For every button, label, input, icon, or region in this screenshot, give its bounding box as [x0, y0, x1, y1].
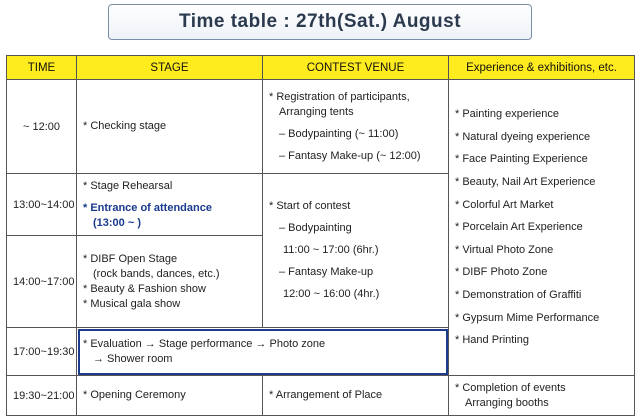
table-row	[7, 376, 635, 416]
experience-item: * Demonstration of Graffiti	[455, 288, 582, 301]
time-cell: 14:00~17:00	[7, 236, 77, 328]
contest-cell	[263, 80, 449, 174]
experience-item: * Completion of events	[455, 381, 566, 394]
stage-item: * Entrance of attendance	[83, 201, 212, 214]
stage-item: (13:00 ~ )	[93, 216, 141, 229]
experience-item: * Natural dyeing experience	[455, 130, 591, 143]
stage-cell	[77, 236, 263, 328]
contest-item: * Arrangement of Place	[269, 389, 383, 401]
contest-cell	[263, 376, 449, 416]
stage-cell	[77, 376, 263, 416]
contest-item: 11:00 ~ 17:00 (6hr.)	[283, 244, 379, 256]
experience-item: * Porcelain Art Experience	[455, 221, 583, 234]
contest-item: – Bodypainting	[279, 222, 352, 234]
header-contest: CONTEST VENUE	[263, 56, 449, 80]
stage-item: * DIBF Open Stage	[83, 252, 178, 265]
stage-item: (rock bands, dances, etc.)	[93, 267, 220, 280]
stage-item: * Musical gala show	[83, 297, 181, 310]
table-row	[7, 80, 635, 174]
experience-item: * Hand Printing	[455, 334, 529, 347]
header-experience: Experience & exhibitions, etc.	[449, 56, 635, 80]
header-row	[7, 56, 635, 80]
page-title: Time table : 27th(Sat.) August	[178, 11, 462, 32]
experience-item: * Colorful Art Market	[455, 198, 554, 211]
contest-item: Arranging tents	[279, 105, 354, 118]
experience-item: Arranging booths	[465, 396, 549, 409]
stage-item: * Checking stage	[83, 120, 167, 132]
header-stage: STAGE	[77, 56, 263, 80]
time-cell: 17:00~19:30	[7, 328, 77, 376]
experience-item: * Virtual Photo Zone	[455, 243, 554, 256]
header-time: TIME	[7, 56, 77, 80]
time-cell: 19:30~21:00	[7, 376, 77, 416]
contest-cell	[263, 174, 449, 328]
experience-item: * Face Painting Experience	[455, 153, 588, 166]
experience-item: * DIBF Photo Zone	[455, 266, 548, 279]
contest-item: – Fantasy Make-up (~ 12:00)	[279, 149, 421, 162]
experience-item: * Painting experience	[455, 108, 559, 121]
timetable	[6, 55, 635, 416]
experience-cell	[449, 376, 635, 416]
evaluation-line: → Shower room	[93, 352, 173, 365]
contest-item: 12:00 ~ 16:00 (4hr.)	[283, 288, 380, 300]
experience-item: * Gypsum Mime Performance	[455, 311, 600, 324]
evaluation-cell	[77, 328, 449, 376]
evaluation-line: * Evaluation → Stage performance → Photo zone	[83, 337, 326, 350]
stage-item: * Opening Ceremony	[83, 389, 186, 401]
contest-item: * Registration of participants,	[269, 90, 410, 103]
time-cell: ~ 12:00	[7, 80, 77, 174]
experience-item: * Beauty, Nail Art Experience	[455, 176, 596, 189]
experience-cell	[449, 80, 635, 376]
contest-item: – Bodypainting (~ 11:00)	[279, 127, 399, 140]
stage-cell	[77, 174, 263, 236]
time-cell: 13:00~14:00	[7, 174, 77, 236]
stage-item: * Beauty & Fashion show	[83, 282, 206, 295]
stage-item: * Stage Rehearsal	[83, 179, 173, 192]
contest-item: – Fantasy Make-up	[279, 266, 374, 278]
contest-item: * Start of contest	[269, 200, 351, 212]
stage-cell	[77, 80, 263, 174]
title-banner	[108, 4, 532, 40]
